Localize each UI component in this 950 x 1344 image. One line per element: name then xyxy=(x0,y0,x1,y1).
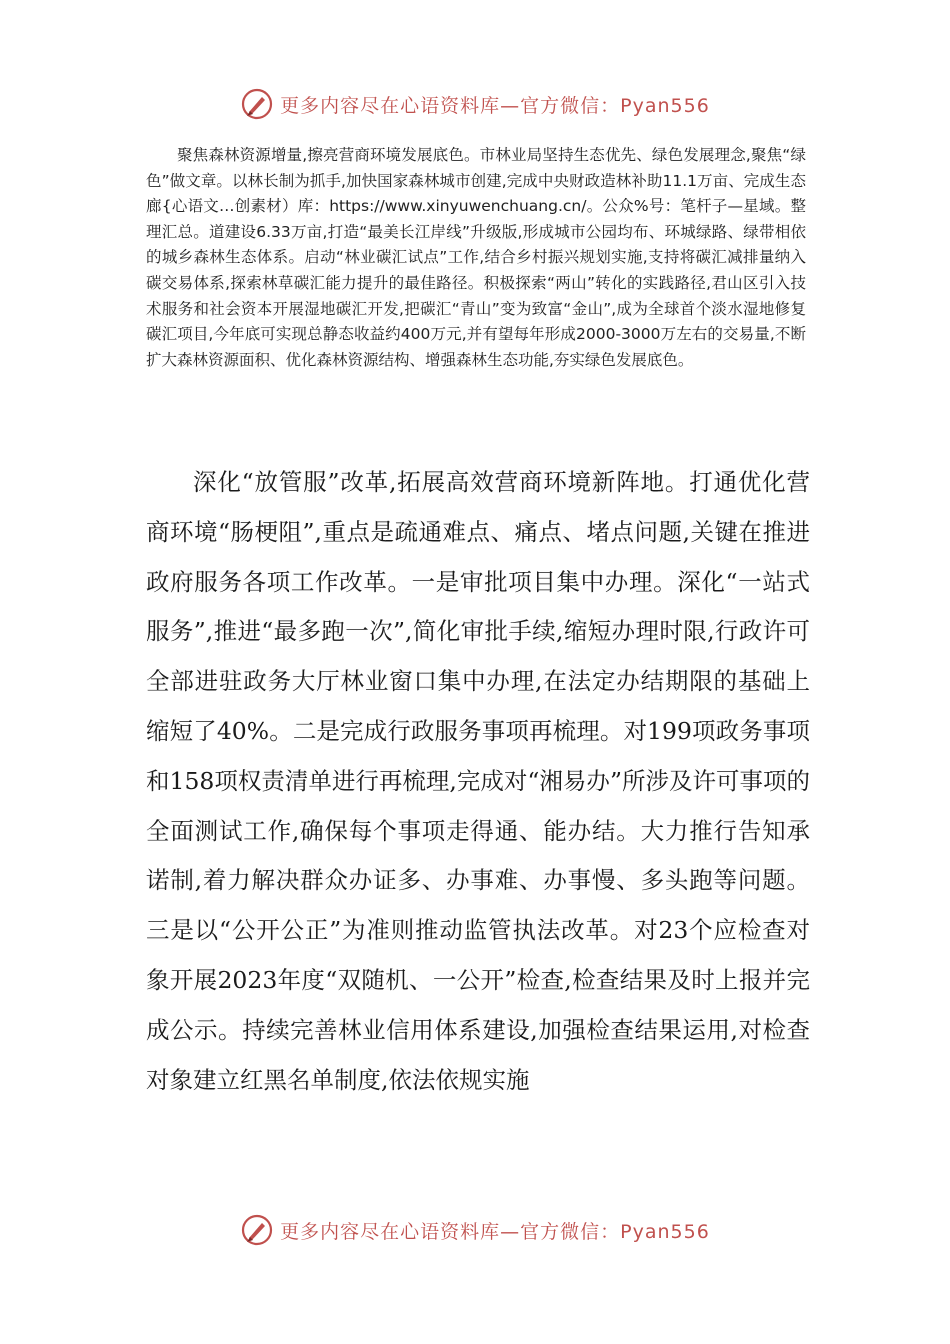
paragraph-reform: 深化“放管服”改革,拓展高效营商环境新阵地。打通优化营商环境“肠梗阻”,重点是疏通难点、痛点、堵点问题,关键在推进政府服务各项工作改革。一是审批项目集中办理。深化“一站式服务”,推进“最多跑一次”,简化审批手续,缩短办理时限,行政许可全部进驻政务大厅林业窗口集中办理,在法定办结期限的基础上缩短了40%。二是完成行政服务事项再梳理。对199项政务事项和158项权责清单进行再梳理,完成对“湘易办”所涉及许可事项的全面测试工作,确保每个事项走得通、能办结。大力推行告知承诺制,着力解决群众办证多、办事难、办事慢、多头跑等问题。三是以“公开公正”为准则推动监管执法改革。对23个应检查对象开展2023年度“双随机、一公开”检查,检查结果及时上报并完成公示。持续完善林业信用体系建设,加强检查结果运用,对检查对象建立红黑名单制度,依法依规实施 xyxy=(146,468,810,1094)
header-banner xyxy=(0,84,950,124)
footer-banner-text: 更多内容尽在心语资料库—官方微信：Pyan556 xyxy=(280,1220,710,1243)
footer-banner xyxy=(0,1210,950,1250)
pen-logo-icon xyxy=(240,87,274,121)
paragraph-forest-resources: 聚焦森林资源增量,擦亮营商环境发展底色。市林业局坚持生态优先、绿色发展理念,聚焦“绿色”做文章。以林长制为抓手,加快国家森林城市创建,完成中央财政造林补助11.1万亩、完成生态廊{心语文…创素材）库：https://www.xinyuwenchuang.cn/。公众%号：笔杆子—星域。整理汇总。道建设6.33万亩,打造“最美长江岸线”升级版,形成城市公园均布、环城绿路、绿带相依的城乡森林生态体系。启动“林业碳汇试点”工作,结合乡村振兴规划实施,支持将碳汇减排量纳入碳交易体系,探索林草碳汇能力提升的最佳路径。积极探索“两山”转化的实践路径,君山区引入技术服务和社会资本开展湿地碳汇开发,把碳汇“青山”变为致富“金山”,成为全球首个淡水湿地修复碳汇项目,今年底可实现总静态收益约400万元,并有望每年形成2000-3000万左右的交易量,不断扩大森林资源面积、优化森林资源结构、增强森林生态功能,夯实绿色发展底色。 xyxy=(146,146,806,369)
header-banner-text: 更多内容尽在心语资料库—官方微信：Pyan556 xyxy=(280,94,710,117)
pen-logo-icon xyxy=(240,1213,274,1247)
